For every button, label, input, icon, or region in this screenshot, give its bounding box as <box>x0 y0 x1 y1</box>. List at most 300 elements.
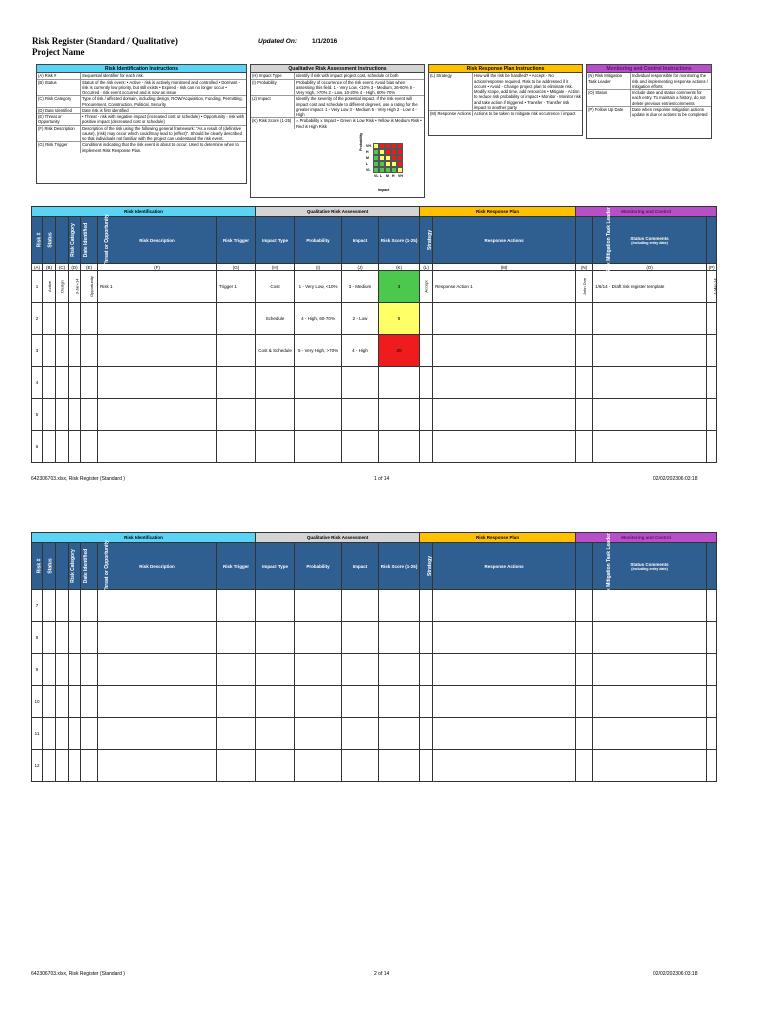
cell-threat <box>81 367 98 399</box>
cell-category <box>56 750 69 782</box>
column-header-description: Risk Description <box>98 217 217 264</box>
cell-impact <box>342 750 379 782</box>
cell-actions <box>433 399 576 431</box>
cell-comments: 1/6/14 - Draft risk register template <box>593 271 707 303</box>
cell-trigger <box>217 431 256 463</box>
column-header-leader <box>576 533 612 599</box>
column-header-status <box>43 217 56 264</box>
cell-date <box>69 431 81 463</box>
instruction-key: (M) Response Actions <box>429 111 473 116</box>
column-header-date-identified: Date Identified <box>83 548 90 584</box>
cell-threat <box>81 303 98 335</box>
cell-probability <box>295 367 342 399</box>
column-header-follow-up <box>707 543 729 590</box>
cell-trigger <box>217 686 256 718</box>
cell-comments <box>593 399 707 431</box>
footer-timestamp: 02/02/202306:03:18 <box>653 476 698 482</box>
section-risk-identification: Risk Identification <box>32 533 256 543</box>
cell-impact-type <box>256 399 295 431</box>
matrix-col-label: L <box>380 174 383 178</box>
cell-no: 12 <box>32 750 43 782</box>
instruction-key: (G) Risk Trigger <box>37 142 81 153</box>
instruction-desc: Probability of occurrence of the risk event. Avoid bias when assessing this field. 1 - Very Low, <10% 3 - Medium, 26-60% 5 - Very High, >70% 2 - Low, 10-20% 4 - High, 60%-70% <box>296 79 415 95</box>
cell-comments <box>593 303 707 335</box>
cell-no: 5 <box>32 399 43 431</box>
cell-threat <box>81 271 98 303</box>
column-header-score: Risk Score (1-25) <box>379 543 420 590</box>
cell-score <box>379 431 420 463</box>
cell-threat <box>81 654 98 686</box>
cell-impact <box>342 367 379 399</box>
cell-follow-up <box>707 367 717 399</box>
cell-probability <box>295 622 342 654</box>
risk-register-table-page-2 <box>31 532 729 782</box>
cell-trigger <box>217 718 256 750</box>
cell-trigger <box>217 335 256 367</box>
column-code: (F) <box>98 264 217 271</box>
table-row <box>32 431 717 463</box>
column-header-strategy: Strategy <box>427 229 434 251</box>
cell-impact-type <box>256 750 295 782</box>
column-code: (O) <box>593 264 707 271</box>
column-header-date-identified: Date Identified <box>83 222 90 258</box>
cell-probability: 1 - Very Low, <10% <box>295 271 342 303</box>
column-header-risk-no: Risk # <box>36 558 43 574</box>
cell-no: 7 <box>32 590 43 622</box>
column-header-comments: Status Comments (including entry date) <box>593 543 707 590</box>
cell-leader <box>576 367 593 399</box>
cell-no: 8 <box>32 622 43 654</box>
column-header-row <box>32 217 717 264</box>
cell-leader <box>576 686 593 718</box>
cell-impact-type: Cost <box>256 271 295 303</box>
cell-comments <box>593 431 707 463</box>
cell-comments <box>593 718 707 750</box>
column-code: (D) <box>69 264 81 271</box>
column-code: (H) <box>256 264 295 271</box>
column-code: (L) <box>420 264 433 271</box>
cell-category <box>56 654 69 686</box>
instruction-desc: Include date and status comments for each entry. To maintain a history, do not delete previous entries/comments <box>632 90 706 106</box>
cell-status <box>43 718 56 750</box>
cell-description <box>98 303 217 335</box>
cell-follow-up <box>707 335 717 367</box>
section-qualitative-assessment: Qualitative Risk Assessment <box>256 533 420 543</box>
instruction-key: (F) Risk Description <box>37 126 81 142</box>
instructions-heading: Risk Response Plan Instructions <box>429 65 582 73</box>
cell-no: 3 <box>32 335 43 367</box>
cell-trigger: Trigger 1 <box>217 271 256 303</box>
instruction-row <box>429 73 582 111</box>
cell-trigger <box>217 750 256 782</box>
column-header-threat: Threat or Opportunity <box>103 214 110 266</box>
cell-impact-type <box>256 590 295 622</box>
cell-impact <box>342 622 379 654</box>
cell-actions <box>433 654 576 686</box>
cell-actions <box>433 431 576 463</box>
section-risk-identification: Risk Identification <box>32 207 256 217</box>
table-row <box>32 271 717 303</box>
cell-no: 6 <box>32 431 43 463</box>
column-header-category <box>56 217 76 264</box>
cell-description <box>98 622 217 654</box>
cell-description <box>98 399 217 431</box>
instruction-row <box>429 111 582 116</box>
cell-actions <box>433 686 576 718</box>
cell-trigger <box>217 367 256 399</box>
cell-follow-up <box>707 399 717 431</box>
cell-actions <box>433 590 576 622</box>
cell-strategy <box>420 686 433 718</box>
cell-impact-type <box>256 622 295 654</box>
instruction-key: (P) Follow Up Date <box>587 107 631 118</box>
column-header-impact-type: Impact Type <box>256 543 295 590</box>
column-header-strategy <box>420 543 433 590</box>
cell-probability <box>295 718 342 750</box>
cell-score <box>379 718 420 750</box>
cell-status <box>43 335 56 367</box>
footer-timestamp: 02/02/202306:03:18 <box>653 971 698 977</box>
cell-threat <box>81 335 98 367</box>
cell-status <box>43 686 56 718</box>
instruction-row <box>251 118 424 129</box>
column-code: (K) <box>379 264 420 271</box>
cell-status <box>43 367 56 399</box>
table-row <box>32 654 717 686</box>
cell-category <box>56 590 69 622</box>
cell-status <box>43 271 56 303</box>
cell-threat <box>81 590 98 622</box>
cell-category <box>56 271 69 303</box>
footer-file: 642306703.xlsx, Risk Register (Standard ) <box>31 476 125 482</box>
cell-strategy <box>420 654 433 686</box>
instruction-desc: Type of risk / affected domain, including design, ROW/Acquisition, Funding, Permitting, Procurement, Construction, Political, Security <box>82 96 243 107</box>
cell-follow-up <box>707 431 717 463</box>
instruction-desc: Description of the risk using the following general framework: "As a result of (definitive cause), (risk) may occur which could/may lead to (effect)". Should be clearly described so that individuals not familiar with the project can understand the risk event. <box>82 125 242 141</box>
matrix-col-label: VH <box>398 174 403 178</box>
column-header-leader: Risk Mitigation Task Leader <box>605 207 612 273</box>
instruction-key: (N) Risk Mitigation Task Leader <box>587 73 631 89</box>
column-header-comments: Status Comments (including entry date) <box>593 217 707 264</box>
table-row <box>32 750 717 782</box>
cell-leader <box>576 431 593 463</box>
cell-description: Risk 1 <box>98 271 217 303</box>
cell-comments <box>593 622 707 654</box>
instructions-heading: Qualitative Risk Assessment Instructions <box>251 65 424 73</box>
instruction-desc: Conditions indicating that the risk event is about to occur. Used to determine when to implement Risk Response Plan. <box>82 142 239 153</box>
cell-leader <box>576 335 593 367</box>
cell-date <box>69 686 81 718</box>
cell-impact <box>342 686 379 718</box>
instruction-row <box>251 96 424 118</box>
instruction-key: (I) Probability <box>251 80 295 96</box>
cell-category <box>56 718 69 750</box>
instruction-key: (B) Status <box>37 80 81 96</box>
monitoring-control-instructions <box>586 64 712 139</box>
column-header-impact-type: Impact Type <box>256 217 295 264</box>
cell-score: 8 <box>379 303 420 335</box>
table-row <box>32 367 717 399</box>
cell-comments <box>593 654 707 686</box>
cell-threat <box>81 718 98 750</box>
cell-actions <box>433 335 576 367</box>
column-header-probability: Probability <box>295 543 342 590</box>
matrix-row-label: VL <box>366 168 371 172</box>
matrix-col-label: VL <box>374 174 379 178</box>
cell-trigger <box>217 622 256 654</box>
updated-on-label: Updated On: <box>258 38 297 45</box>
cell-probability <box>295 750 342 782</box>
column-header-status: Status <box>47 558 54 574</box>
cell-impact: 3 - Medium <box>342 271 379 303</box>
cell-follow-up <box>707 686 717 718</box>
instruction-row <box>587 107 711 118</box>
column-code-row <box>32 264 717 271</box>
column-header-trigger: Risk Trigger <box>217 543 256 590</box>
cell-score <box>379 622 420 654</box>
cell-trigger <box>217 303 256 335</box>
cell-category: Design <box>59 280 65 293</box>
instruction-desc: Date risk is first identified <box>82 107 129 113</box>
instruction-desc: • Threat - risk with negative impact (increased cost or schedule) • Opportunity - risk with positive impact (decreased cost or schedule) <box>82 114 245 125</box>
cell-actions <box>433 718 576 750</box>
cell-description <box>98 335 217 367</box>
cell-description <box>98 654 217 686</box>
cell-date <box>69 622 81 654</box>
matrix-cell <box>397 167 403 173</box>
instruction-desc: Sequential identifier for each risk. <box>82 73 144 79</box>
cell-score <box>379 750 420 782</box>
table-row <box>32 718 717 750</box>
cell-status <box>43 399 56 431</box>
cell-probability <box>295 399 342 431</box>
instruction-row <box>587 73 711 90</box>
instruction-desc: = Probability x Impact • Green is Low Risk • Yellow is Medium Risk • Red is High Risk <box>296 118 422 129</box>
column-header-strategy <box>420 217 433 264</box>
cell-no: 11 <box>32 718 43 750</box>
cell-impact-type <box>256 686 295 718</box>
cell-category <box>56 686 69 718</box>
cell-impact-type: Schedule <box>256 303 295 335</box>
cell-impact-type <box>256 654 295 686</box>
cell-category <box>56 399 69 431</box>
cell-trigger <box>217 590 256 622</box>
cell-date <box>69 303 81 335</box>
cell-category <box>56 622 69 654</box>
cell-comments <box>593 335 707 367</box>
section-risk-response: Risk Response Plan <box>420 207 576 217</box>
cell-probability <box>295 686 342 718</box>
cell-category <box>56 335 69 367</box>
cell-impact <box>342 590 379 622</box>
cell-threat <box>81 431 98 463</box>
instructions-heading: Risk Identification Instructions <box>37 65 246 73</box>
instruction-desc: Individual responsible for monitoring the risk and implementing response actions / mitigation efforts <box>632 73 708 89</box>
matrix-col-label: H <box>392 174 395 178</box>
column-header-follow-up: Follow Up Date <box>722 221 729 259</box>
cell-probability <box>295 590 342 622</box>
instruction-row <box>587 90 711 107</box>
instruction-row <box>37 142 246 153</box>
cell-no: 4 <box>32 367 43 399</box>
cell-strategy: Accept <box>423 280 429 293</box>
instruction-desc: Identify if risk with impact project cost, schedule or both <box>296 73 399 79</box>
cell-date <box>69 718 81 750</box>
instruction-desc: Actions to be taken to mitigate risk occurrence / impact <box>474 111 576 116</box>
instruction-desc: How will the risk be handled? • Accept - No action/response required. Risk to be addressed if it occurs • Avoid - Change project plan to eliminate risk. Modify scope, add time, add resources • Mitigate - Action to reduce risk probability or impact • Monitor - Monitor risk and take action if triggered • Transfer - Transfer risk impact to another party <box>474 73 581 110</box>
matrix-row-label: L <box>366 162 369 166</box>
instructions-heading: Monitoring and Control Instructions <box>587 65 711 73</box>
column-header-probability: Probability <box>295 217 342 264</box>
cell-probability <box>295 654 342 686</box>
column-header-actions: Response Actions <box>433 543 576 590</box>
cell-description <box>98 590 217 622</box>
cell-leader <box>576 622 593 654</box>
column-header-score: Risk Score (1-25) <box>379 217 420 264</box>
cell-description <box>98 718 217 750</box>
instruction-row <box>251 80 424 97</box>
cell-status <box>43 750 56 782</box>
section-monitoring-control: Monitoring and Control <box>576 207 717 217</box>
footer-file: 642306703.xlsx, Risk Register (Standard ) <box>31 971 125 977</box>
cell-score: 20 <box>379 335 420 367</box>
cell-comments <box>593 686 707 718</box>
column-code: (P) <box>707 264 717 271</box>
cell-date <box>69 590 81 622</box>
instruction-row <box>37 114 246 126</box>
cell-threat <box>81 686 98 718</box>
cell-leader <box>576 750 593 782</box>
column-code: (A) <box>32 264 43 271</box>
cell-strategy <box>420 590 433 622</box>
instruction-key: (H) Impact Type <box>251 73 295 78</box>
cell-description <box>98 367 217 399</box>
cell-score <box>379 686 420 718</box>
table-row <box>32 590 717 622</box>
cell-strategy <box>420 303 433 335</box>
instruction-desc: Identify the severity of the potential impact. If the risk event will impact cost and schedule to different degrees, use a rating for the greater impact. 1 - Very Low 3 - Medium 5 - Very High 2 - Low 4 - High <box>296 96 418 117</box>
cell-impact <box>342 399 379 431</box>
column-code: (N) <box>576 264 593 271</box>
cell-description <box>98 431 217 463</box>
cell-score <box>379 654 420 686</box>
cell-status <box>43 590 56 622</box>
cell-impact: 4 - High <box>342 335 379 367</box>
cell-status: Active <box>46 281 52 292</box>
cell-description <box>98 686 217 718</box>
column-code: (E) <box>81 264 98 271</box>
column-header-threat: Threat or Opportunity <box>103 540 110 592</box>
cell-leader <box>576 718 593 750</box>
matrix-col-label: M <box>386 174 389 178</box>
column-header-subtitle: (including entry date) <box>631 240 668 245</box>
cell-comments <box>593 367 707 399</box>
matrix-row-label: H <box>366 150 369 154</box>
cell-threat <box>81 399 98 431</box>
column-header-row <box>32 543 717 590</box>
table-row <box>32 399 717 431</box>
cell-threat <box>81 750 98 782</box>
cell-impact <box>342 654 379 686</box>
cell-status <box>43 431 56 463</box>
cell-score <box>379 367 420 399</box>
instruction-key: (D) Date Identified <box>37 108 81 113</box>
cell-date <box>69 335 81 367</box>
risk-register-table-page-1 <box>31 206 729 463</box>
cell-description <box>98 750 217 782</box>
instruction-key: (E) Threat or Opportunity <box>37 114 81 125</box>
column-header-status: Status <box>47 232 54 248</box>
cell-category <box>56 303 69 335</box>
cell-follow-up <box>707 750 717 782</box>
column-code: (C) <box>56 264 69 271</box>
cell-follow-up <box>707 271 717 303</box>
cell-actions: Response Action 1 <box>433 271 576 303</box>
table-row <box>32 686 717 718</box>
cell-no: 9 <box>32 654 43 686</box>
instruction-row <box>37 126 246 143</box>
cell-follow-up <box>707 718 717 750</box>
instruction-row <box>37 80 246 97</box>
cell-impact-type <box>256 718 295 750</box>
column-header-category: Risk Category <box>69 549 76 583</box>
table-row <box>32 335 717 367</box>
cell-actions <box>433 367 576 399</box>
updated-on-value: 1/1/2016 <box>312 38 338 45</box>
cell-strategy <box>420 367 433 399</box>
column-header-impact: Impact <box>342 543 379 590</box>
column-header-impact: Impact <box>342 217 379 264</box>
cell-comments <box>593 750 707 782</box>
footer-page: 2 of 14 <box>374 971 390 977</box>
matrix-probability-label: Probability <box>359 132 363 151</box>
cell-category <box>56 367 69 399</box>
instruction-key: (L) Strategy <box>429 73 473 110</box>
project-name: Project Name <box>32 47 85 57</box>
cell-strategy <box>420 750 433 782</box>
cell-trigger <box>217 399 256 431</box>
cell-strategy <box>420 718 433 750</box>
cell-score <box>379 590 420 622</box>
cell-strategy <box>420 271 433 303</box>
matrix-row-label: VH <box>366 144 371 148</box>
cell-no: 2 <box>32 303 43 335</box>
cell-impact-type <box>256 431 295 463</box>
cell-no: 10 <box>32 686 43 718</box>
column-header-subtitle: (including entry date) <box>631 566 668 571</box>
instruction-desc: Status of the risk event: • Active - risk is actively monitored and controlled • Dormant - risk is currently low priority, but still exists • Expired - risk can no longer occur • Occurred - risk event occurred and is now an issue <box>82 79 240 95</box>
cell-date: 3-Jan-14 <box>74 278 80 295</box>
column-header-actions: Response Actions <box>433 217 576 264</box>
cell-leader <box>576 654 593 686</box>
cell-status <box>43 303 56 335</box>
cell-follow-up: 1-Mar-14 <box>712 278 718 295</box>
cell-probability: 4 - High, 60-70% <box>295 303 342 335</box>
column-header-follow-up: Follow Up Date <box>722 547 729 585</box>
section-risk-response: Risk Response Plan <box>420 533 576 543</box>
cell-actions <box>433 303 576 335</box>
column-header-status <box>43 543 56 590</box>
column-header-description: Risk Description <box>98 543 217 590</box>
cell-threat <box>81 622 98 654</box>
instruction-key: (C) Risk Category <box>37 96 81 107</box>
cell-trigger <box>217 654 256 686</box>
cell-date <box>69 399 81 431</box>
cell-follow-up <box>707 654 717 686</box>
section-qualitative-assessment: Qualitative Risk Assessment <box>256 207 420 217</box>
cell-impact <box>342 431 379 463</box>
table-row <box>32 622 717 654</box>
